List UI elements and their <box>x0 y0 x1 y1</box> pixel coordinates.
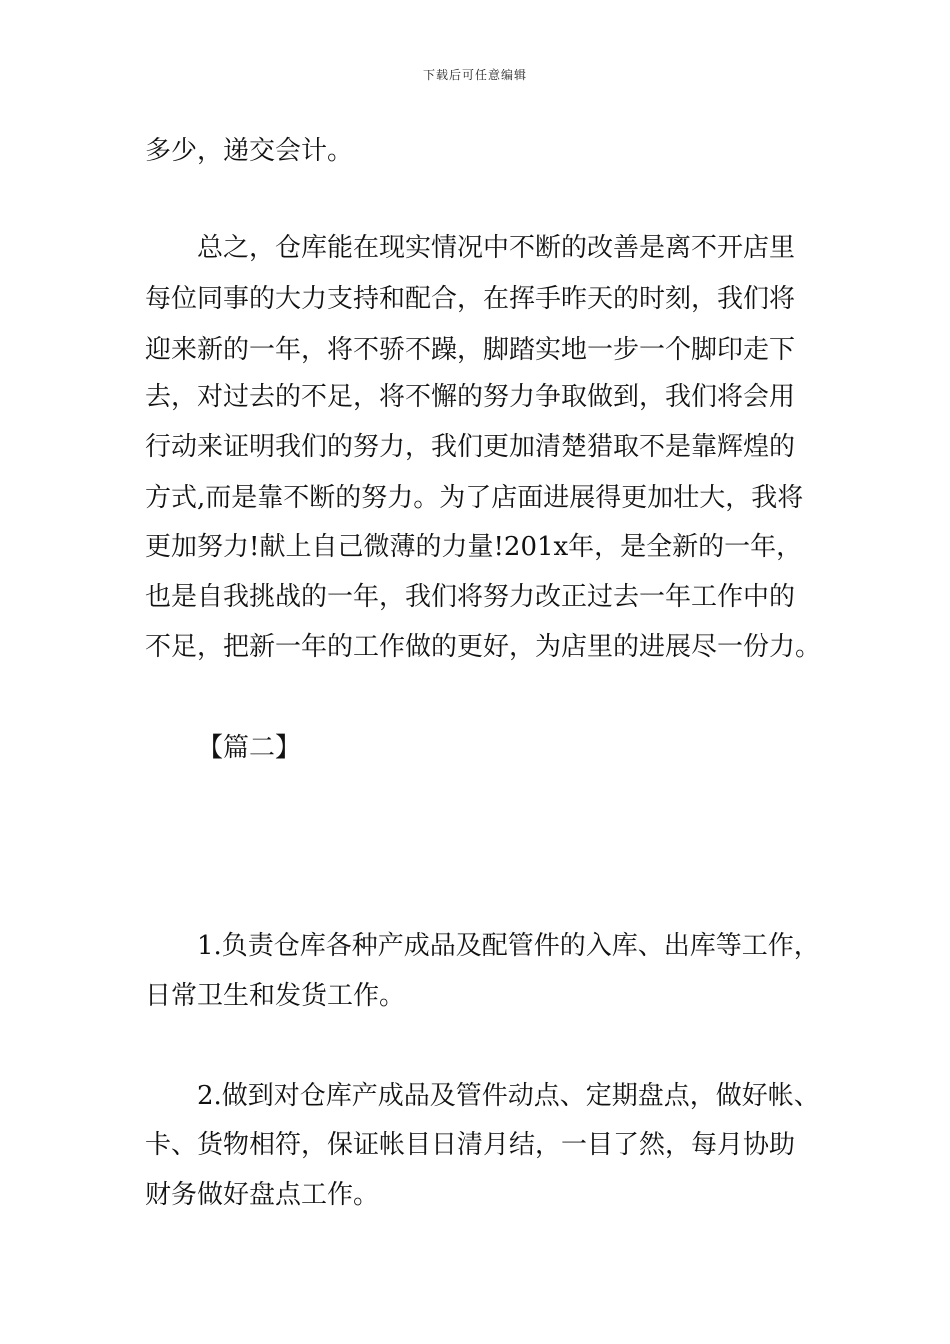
paragraph-line: 去，对过去的不足，将不懈的努力争取做到，我们将会用 <box>145 382 796 412</box>
paragraph-line: 总之，仓库能在现实情况中不断的改善是离不开店里 <box>197 233 796 263</box>
paragraph-line: 迎来新的一年，将不骄不躁，脚踏实地一步一个脚印走下 <box>145 335 796 365</box>
paragraph-line: 不足，把新一年的工作做的更好，为店里的进展尽一份力。 <box>145 632 822 662</box>
paragraph-line: 财务做好盘点工作。 <box>145 1180 380 1210</box>
paragraph-line: 日常卫生和发货工作。 <box>145 981 406 1011</box>
paragraph-line: 也是自我挑战的一年，我们将努力改正过去一年工作中的 <box>145 582 796 612</box>
section-heading: 【篇二】 <box>197 733 302 763</box>
paragraph-line: 更加努力!献上自己微薄的力量!201x年，是全新的一年， <box>145 532 803 562</box>
paragraph-line: 行动来证明我们的努力，我们更加清楚猎取不是靠辉煌的 <box>145 432 796 462</box>
paragraph-line: 1.负责仓库各种产成品及配管件的入库、出库等工作， <box>197 931 820 961</box>
paragraph-line: 方式,而是靠不断的努力。为了店面进展得更加壮大，我将 <box>145 483 804 513</box>
paragraph-line: 2.做到对仓库产成品及管件动点、定期盘点，做好帐、 <box>197 1081 820 1111</box>
paragraph-line: 每位同事的大力支持和配合，在挥手昨天的时刻，我们将 <box>145 284 796 314</box>
paragraph-line: 卡、货物相符，保证帐目日清月结，一目了然，每月协助 <box>145 1130 796 1160</box>
header-note: 下载后可任意编辑 <box>422 68 527 82</box>
paragraph-line: 多少，递交会计。 <box>145 136 354 166</box>
